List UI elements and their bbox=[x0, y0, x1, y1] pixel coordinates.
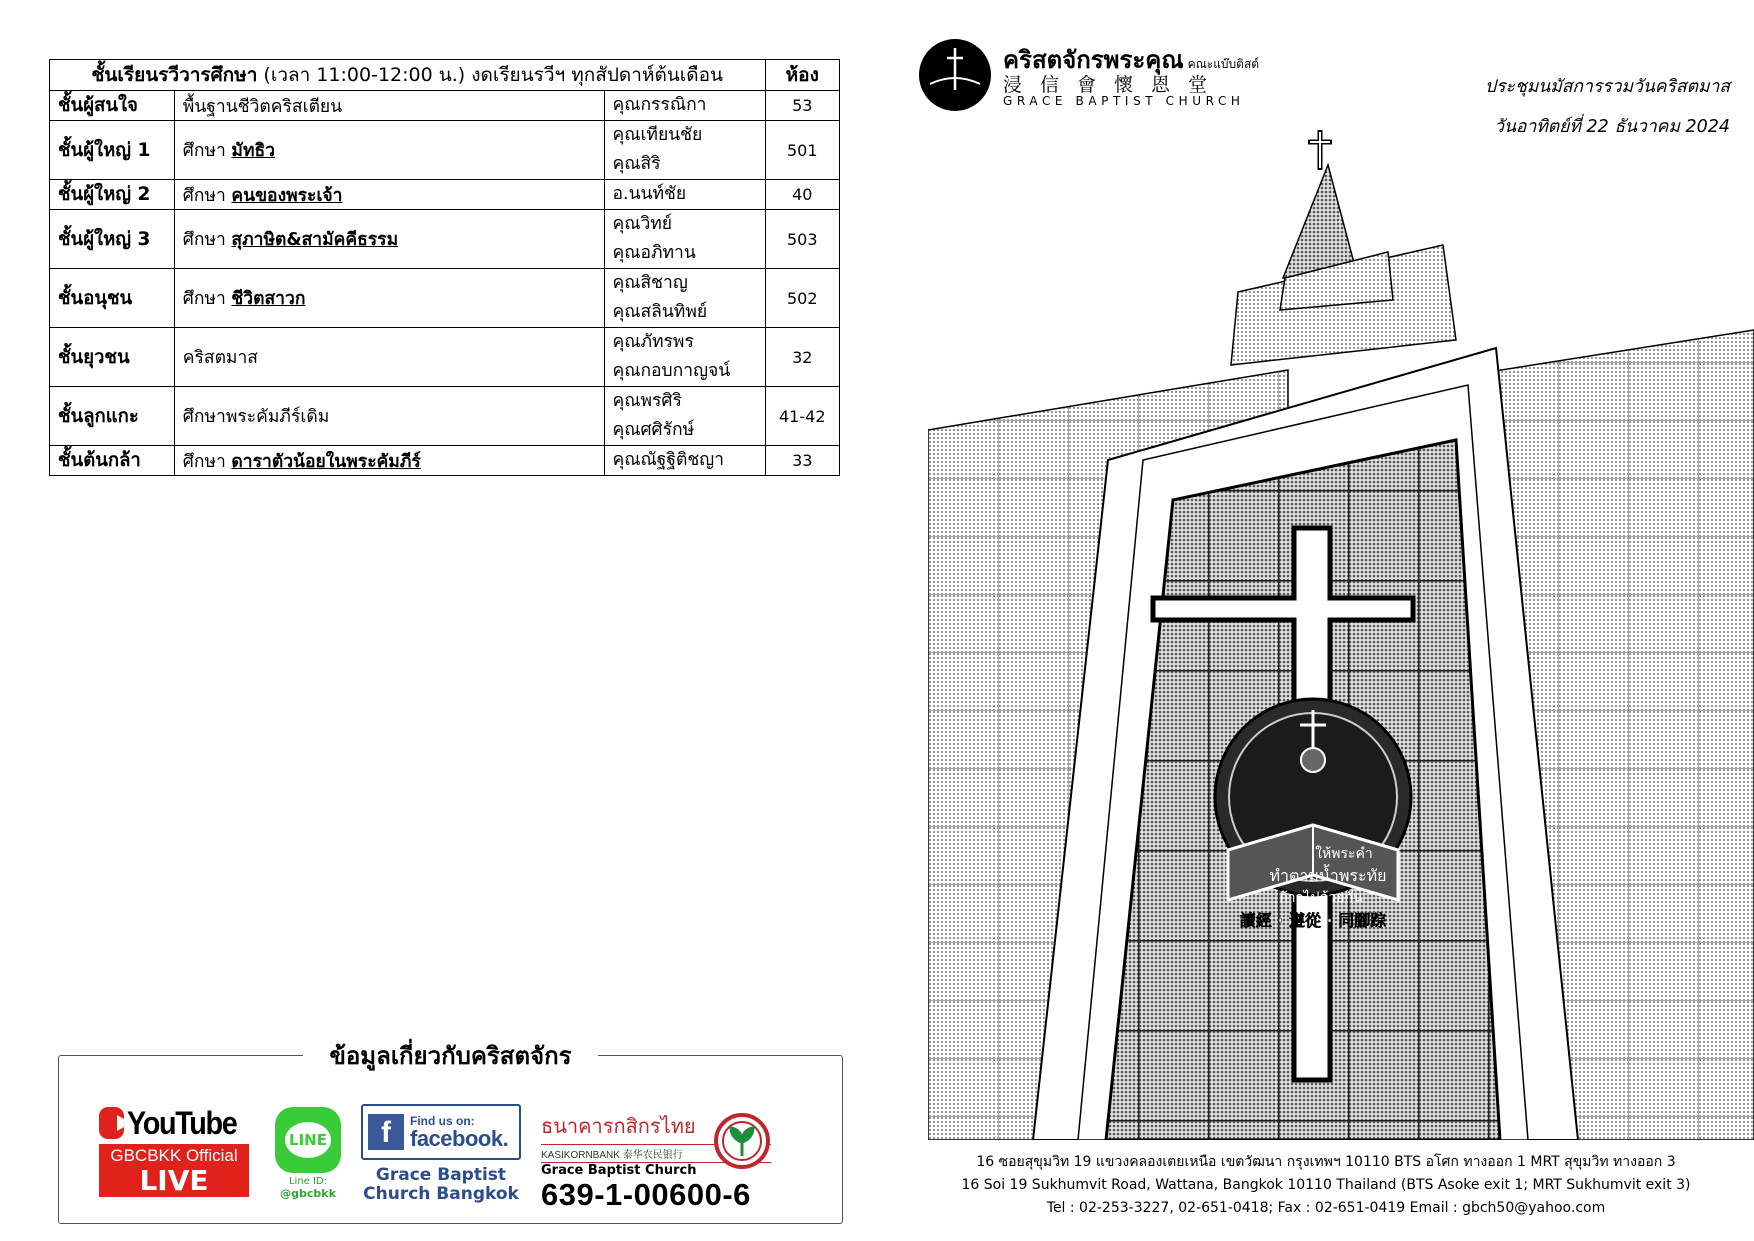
facebook-page-name: Grace Baptist Church Bangkok bbox=[363, 1165, 519, 1204]
room: 40 bbox=[765, 180, 839, 210]
room: 33 bbox=[765, 446, 839, 476]
facebook-badge: f Find us on: facebook. bbox=[361, 1104, 521, 1160]
table-row bbox=[50, 269, 840, 328]
topic: ศึกษา มัทธิว bbox=[174, 121, 604, 180]
church-address: 16 ซอยสุขุมวิท 19 แขวงคลองเตยเหนือ เขตวัฒนา กรุงเทพฯ 10110 BTS อโศก ทางออก 1 MRT สุขุมวิท ทางออก 3 16 Soi 19 Sukhumvit Road, Wattana, Bangkok 10110 Thailand (BTS Asoke exit 1; MRT Sukhumvit exit 3) Tel : 02-253-3227, 02-651-0418; Fax : 02-651-0419 Email : gbch50@yahoo.com bbox=[961, 1154, 1691, 1216]
class-name: ชั้นยุวชน bbox=[50, 328, 175, 387]
table-row bbox=[50, 328, 840, 387]
sunday-school-table bbox=[49, 59, 840, 476]
topic: ศึกษา คนของพระเจ้า bbox=[174, 180, 604, 210]
teachers: คุณกรรณิกา bbox=[604, 91, 765, 121]
room: 502 bbox=[765, 269, 839, 328]
room: 53 bbox=[765, 91, 839, 121]
church-info-box bbox=[58, 1042, 843, 1224]
emblem-line3: ก้าวไปด้วยกัน bbox=[1279, 890, 1363, 906]
youtube-live-badge: GBCBKK Official LIVE bbox=[99, 1144, 249, 1197]
youtube-play-icon bbox=[99, 1107, 124, 1139]
topic: ศึกษาพระคัมภีร์เดิม bbox=[174, 387, 604, 446]
church-name-zh: 浸信會懷恩堂 bbox=[1003, 74, 1226, 96]
facebook-link[interactable] bbox=[361, 1104, 521, 1204]
church-name-en: GRACE BAPTIST CHURCH bbox=[1003, 94, 1245, 108]
class-name: ชั้นต้นกล้า bbox=[50, 446, 175, 476]
table-header-row bbox=[50, 60, 840, 91]
room: 501 bbox=[765, 121, 839, 180]
info-title: ข้อมูลเกี่ยวกับคริสตจักร bbox=[59, 1036, 842, 1075]
teachers: คุณพรศิริ คุณศศิรักษ์ bbox=[604, 387, 765, 446]
room: 32 bbox=[765, 328, 839, 387]
topic: ศึกษา สุภาษิต&สามัคคีธรรม bbox=[174, 210, 604, 269]
line-icon: LINE bbox=[275, 1107, 341, 1173]
table-heading bbox=[50, 60, 766, 91]
topic: พื้นฐานชีวิตคริสเตียน bbox=[174, 91, 604, 121]
facebook-icon: f bbox=[368, 1114, 404, 1150]
table-row bbox=[50, 446, 840, 476]
class-name: ชั้นผู้ใหญ่ 2 bbox=[50, 180, 175, 210]
topic: คริสตมาส bbox=[174, 328, 604, 387]
emblem-line1: ให้พระคำ bbox=[1315, 846, 1373, 862]
class-name: ชั้นลูกแกะ bbox=[50, 387, 175, 446]
emblem-line2: ทำตามน้ำพระทัย bbox=[1269, 866, 1387, 885]
teachers: คุณภัทรพร คุณกอบกาญจน์ bbox=[604, 328, 765, 387]
topic: ศึกษา ดาราตัวน้อยในพระคัมภีร์ bbox=[174, 446, 604, 476]
table-row bbox=[50, 210, 840, 269]
class-name: ชั้นอนุชน bbox=[50, 269, 175, 328]
line-link[interactable]: LINE Line ID: @gbcbkk bbox=[273, 1107, 343, 1200]
church-building-illustration bbox=[928, 130, 1754, 1140]
service-title: ประชุมนมัสการรวมวันคริสตมาส bbox=[1484, 77, 1730, 97]
account-number: 639-1-00600-6 bbox=[541, 1177, 751, 1212]
service-date: วันอาทิตย์ที่ 22 ธันวาคม 2024 bbox=[1494, 117, 1730, 137]
class-name: ชั้นผู้สนใจ bbox=[50, 91, 175, 121]
table-row bbox=[50, 91, 840, 121]
teachers: คุณณัฐฐิติชญา bbox=[604, 446, 765, 476]
heading-rest: (เวลา 11:00-12:00 น.) งดเรียนรวีฯ ทุกสัปดาห์ต้นเดือน bbox=[257, 64, 724, 86]
heading-bold: ชั้นเรียนรวีวารศึกษา bbox=[91, 64, 258, 86]
table-row bbox=[50, 180, 840, 210]
kasikornbank-logo-icon bbox=[713, 1112, 771, 1170]
youtube-link[interactable] bbox=[99, 1104, 249, 1200]
bank-account: ธนาคารกสิกรไทย KASIKORNBANK 泰华农民银行 Grace Baptist Church 639-1-00600-6 bbox=[541, 1110, 771, 1212]
class-name: ชั้นผู้ใหญ่ 3 bbox=[50, 210, 175, 269]
room: 503 bbox=[765, 210, 839, 269]
room-header: ห้อง bbox=[765, 60, 839, 91]
teachers: อ.นนท์ชัย bbox=[604, 180, 765, 210]
church-logo-icon bbox=[918, 38, 992, 112]
youtube-logo: YouTube bbox=[99, 1104, 249, 1142]
table-row bbox=[50, 387, 840, 446]
church-name-th: คริสตจักรพระคุณ คณะแบ๊บติสต์ bbox=[1003, 46, 1260, 74]
teachers: คุณเทียนชัย คุณสิริ bbox=[604, 121, 765, 180]
ministry-emblem bbox=[1215, 699, 1411, 930]
teachers: คุณสิชาญ คุณสลินทิพย์ bbox=[604, 269, 765, 328]
emblem-zh: 讀經 · 遵從 · 同腳踪 bbox=[1239, 911, 1387, 930]
topic: ศึกษา ชีวิตสาวก bbox=[174, 269, 604, 328]
class-name: ชั้นผู้ใหญ่ 1 bbox=[50, 121, 175, 180]
table-row bbox=[50, 121, 840, 180]
room: 41-42 bbox=[765, 387, 839, 446]
teachers: คุณวิทย์ คุณอภิทาน bbox=[604, 210, 765, 269]
